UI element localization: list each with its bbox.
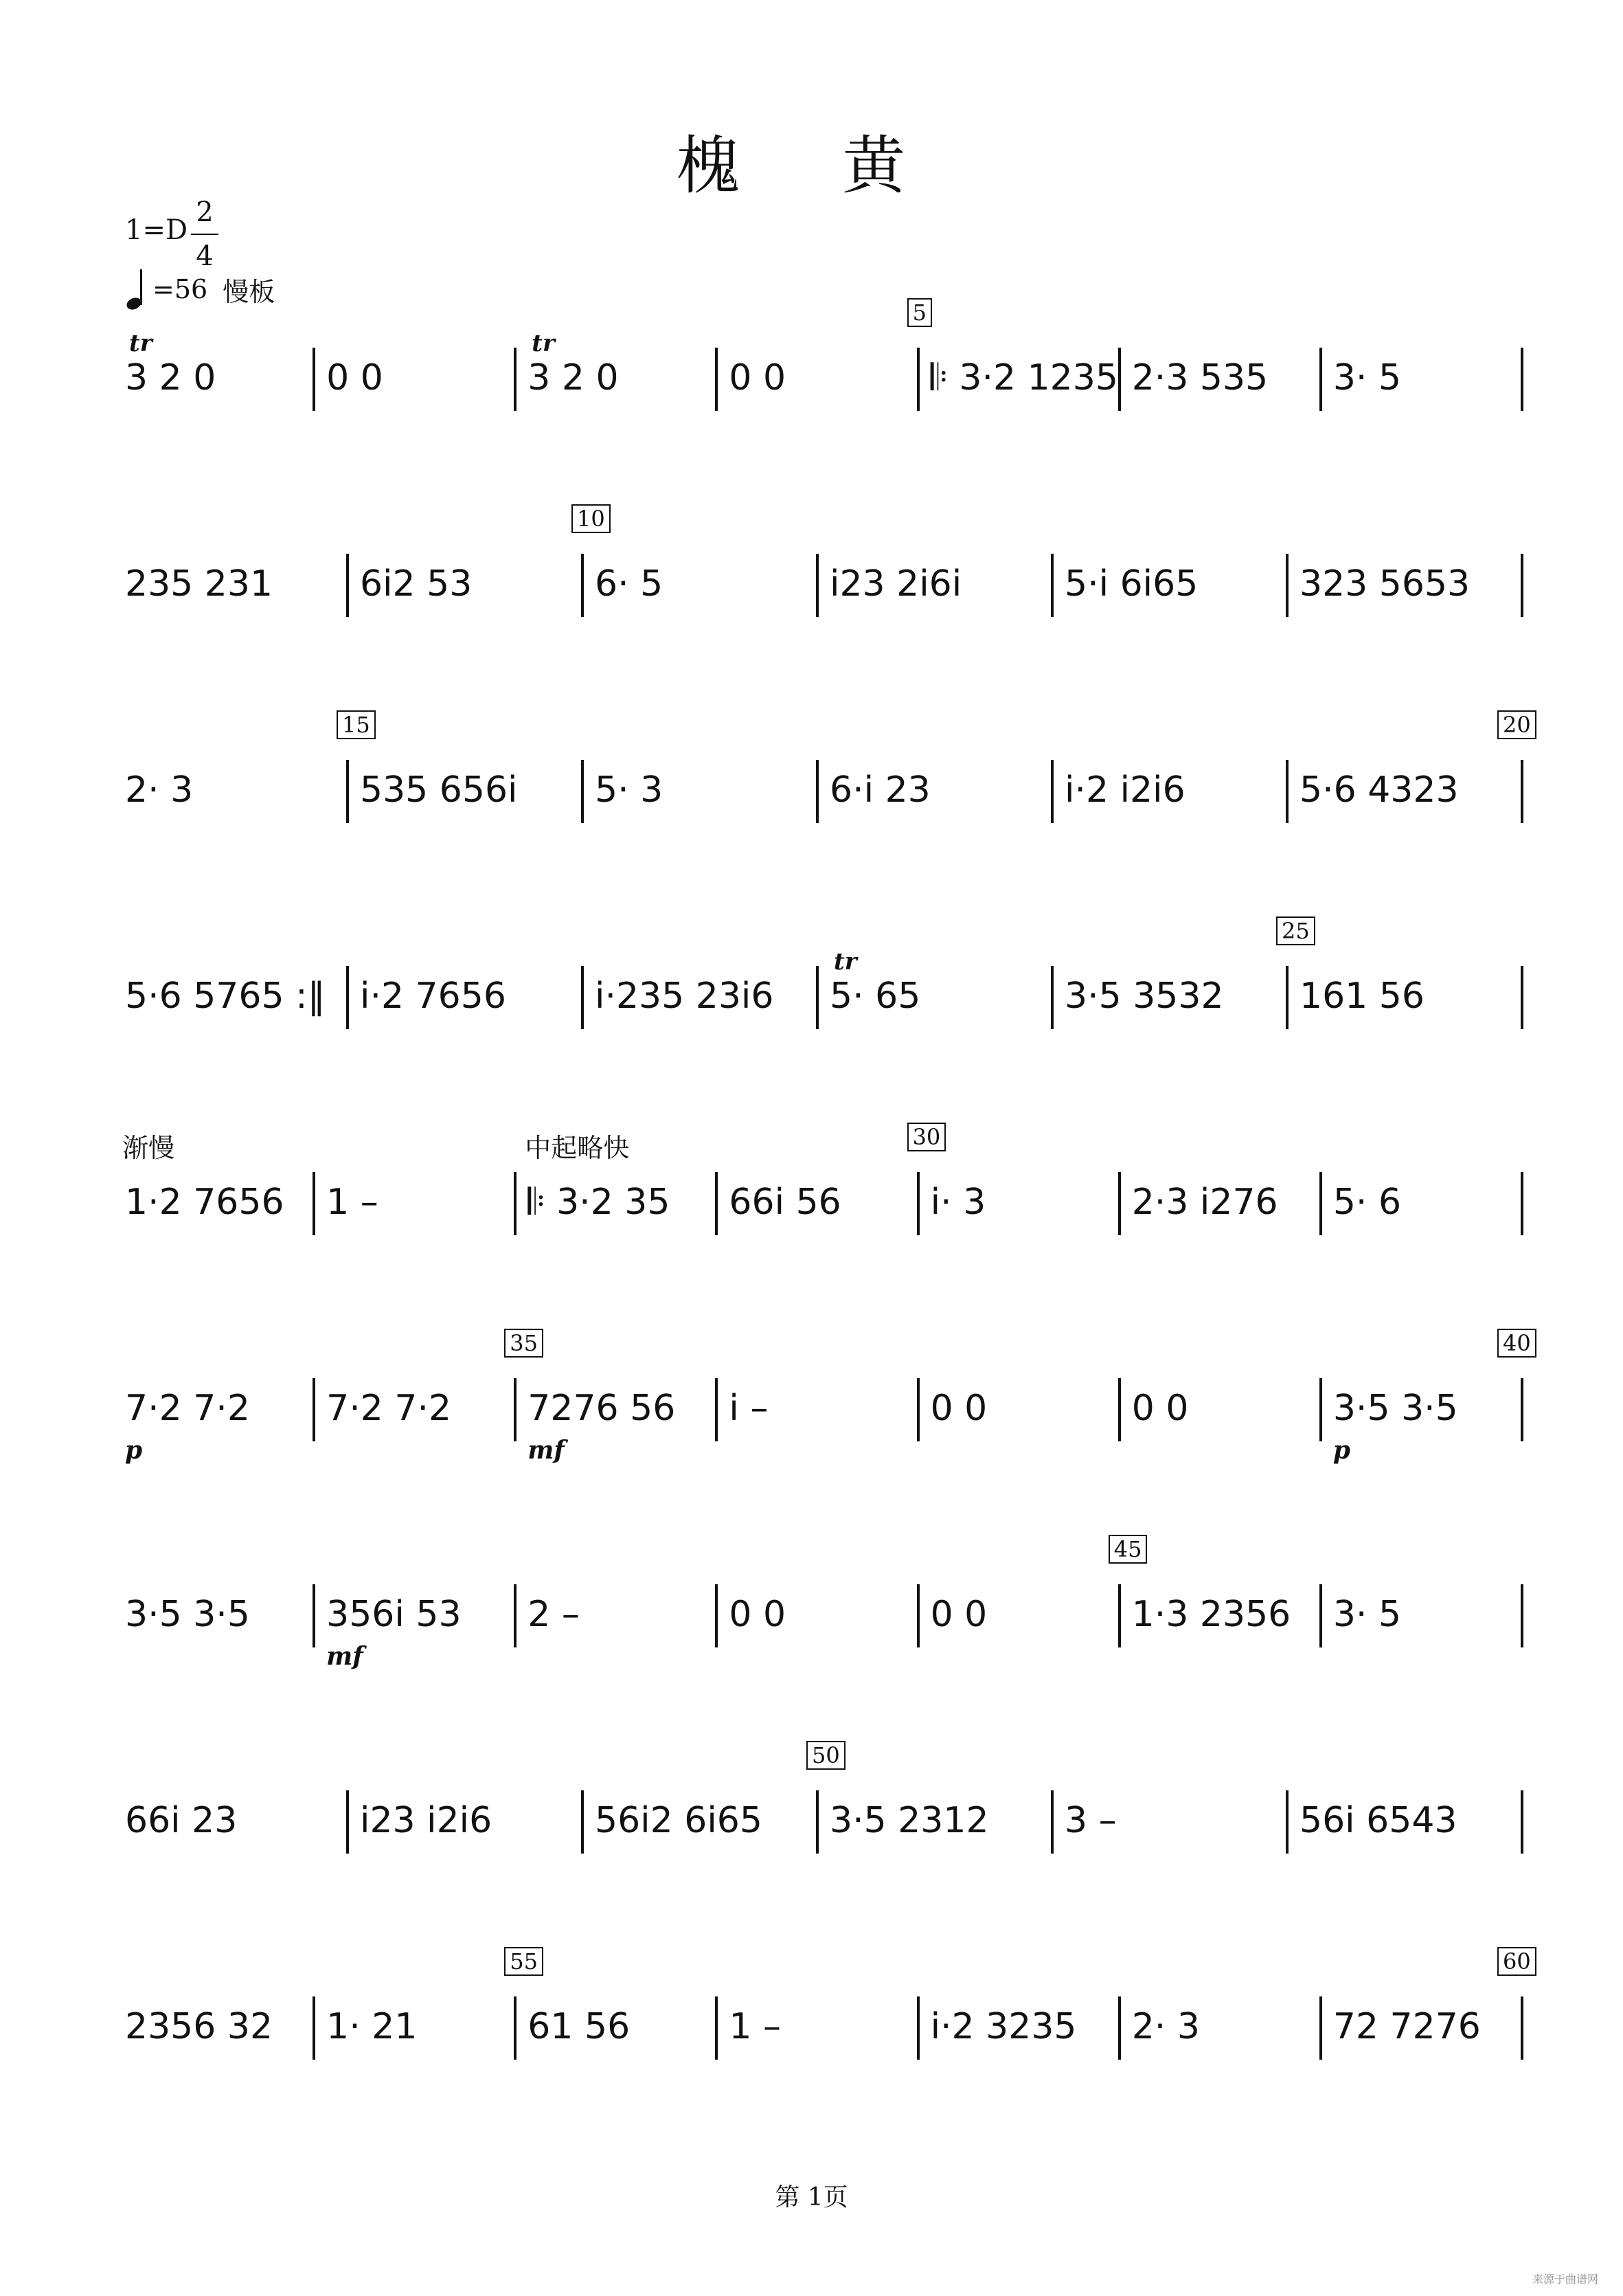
measure: 2356 32	[125, 2006, 273, 2047]
measure: 3·5 2312	[830, 1800, 989, 1841]
measure: 1· 21	[326, 2006, 418, 2047]
measure: 72 7276	[1332, 2006, 1481, 2047]
score-system	[0, 300, 1623, 453]
measure: 3·5 3532	[1065, 976, 1224, 1017]
measure: 6i2 53	[360, 563, 473, 605]
measure: 1·3 2356	[1131, 1594, 1291, 1635]
dynamic-mark: mf	[527, 1436, 565, 1465]
measure: 𝄆 3·2 1235	[930, 357, 1118, 398]
score-system	[0, 1536, 1623, 1690]
barline	[313, 1584, 315, 1647]
barline	[313, 1172, 315, 1235]
score-system	[0, 1948, 1623, 2102]
measure: 0 0	[729, 357, 786, 398]
measure: 1 –	[729, 2006, 782, 2047]
barline	[1521, 348, 1523, 411]
time-signature-bottom: 4	[196, 240, 214, 272]
barline	[816, 760, 819, 823]
barline	[346, 554, 349, 617]
barline	[816, 966, 819, 1029]
quarter-note-icon	[125, 269, 152, 309]
measure-number: 35	[504, 1329, 543, 1358]
measure: 𝄆 3·2 35	[527, 1182, 670, 1223]
barline	[816, 1790, 819, 1854]
barline	[816, 554, 819, 617]
barline	[1051, 1790, 1054, 1854]
measure: 235 231	[125, 563, 273, 605]
measure: i·2 3235	[930, 2006, 1077, 2047]
measure: 7·2 7·2	[125, 1388, 250, 1429]
barline	[313, 1996, 315, 2060]
measure: 66i 56	[729, 1182, 841, 1223]
measure-number: 50	[806, 1741, 845, 1770]
measure: i· 3	[930, 1182, 986, 1223]
measure: 3 –	[1065, 1800, 1117, 1841]
measure-number: 40	[1497, 1329, 1536, 1358]
barline	[1521, 1790, 1523, 1854]
measure: i23 i2i6	[360, 1800, 492, 1841]
barline	[514, 1172, 517, 1235]
barline	[1051, 554, 1054, 617]
tempo-bpm: =56	[152, 274, 208, 304]
barline	[1521, 1172, 1523, 1235]
measure: 66i 23	[125, 1800, 238, 1841]
barline	[1521, 1996, 1523, 2060]
barline	[1521, 760, 1523, 823]
measure: 3 2 0	[527, 357, 619, 398]
barline	[1521, 1584, 1523, 1647]
barline	[917, 1996, 920, 2060]
measure-number: 15	[337, 710, 376, 739]
barline	[581, 1790, 584, 1854]
measure: i·235 23i6	[595, 976, 774, 1017]
barline	[917, 1172, 920, 1235]
barline	[1319, 1172, 1322, 1235]
tempo-marking	[125, 269, 275, 309]
measure: 3·5 3·5	[1332, 1388, 1458, 1429]
barline	[581, 966, 584, 1029]
barline	[917, 1584, 920, 1647]
key-signature: 1=D	[125, 214, 188, 246]
barline	[581, 760, 584, 823]
measure: 6·i 23	[830, 769, 931, 811]
barline	[1118, 1996, 1121, 2060]
barline	[917, 1378, 920, 1441]
measure: 323 5653	[1299, 563, 1471, 605]
measure-number: 60	[1497, 1947, 1536, 1976]
dynamic-mark: p	[1332, 1436, 1351, 1465]
expression-mark: 渐慢	[122, 1133, 175, 1163]
barline	[514, 348, 517, 411]
barline	[514, 1996, 517, 2060]
measure: 0 0	[930, 1388, 988, 1429]
measure: i –	[729, 1388, 769, 1429]
measure: i23 2i6i	[830, 563, 962, 605]
barline	[514, 1378, 517, 1441]
measure: 2·3 535	[1131, 357, 1269, 398]
barline	[715, 348, 718, 411]
measure: 3 2 0	[125, 357, 216, 398]
score-system	[0, 712, 1623, 866]
trill-mark: tr	[532, 330, 555, 357]
measure: 5·6 4323	[1299, 769, 1459, 811]
measure: 5·i 6i65	[1065, 563, 1199, 605]
barline	[1521, 966, 1523, 1029]
barline	[1521, 1378, 1523, 1441]
barline	[346, 1790, 349, 1854]
time-signature-divider	[191, 234, 218, 235]
watermark: 来源于曲谱网	[1532, 2273, 1598, 2286]
barline	[1319, 348, 1322, 411]
score-system	[0, 1330, 1623, 1484]
measure: 7276 56	[527, 1388, 676, 1429]
barline	[715, 1996, 718, 2060]
barline	[715, 1172, 718, 1235]
barline	[1319, 1996, 1322, 2060]
measure: 56i2 6i65	[595, 1800, 762, 1841]
tempo-term: 慢板	[223, 276, 275, 307]
measure-number: 30	[907, 1123, 946, 1151]
barline	[1319, 1584, 1322, 1647]
measure: 61 56	[527, 2006, 631, 2047]
barline	[1051, 966, 1054, 1029]
time-signature-top: 2	[196, 196, 214, 228]
barline	[715, 1584, 718, 1647]
barline	[346, 760, 349, 823]
measure: 356i 53	[326, 1594, 462, 1635]
barline	[581, 554, 584, 617]
score-title: 槐 黄	[676, 129, 947, 203]
measure: 0 0	[1131, 1388, 1189, 1429]
barline	[1118, 1584, 1121, 1647]
measure-number: 5	[907, 298, 932, 327]
barline	[313, 348, 315, 411]
barline	[1118, 1378, 1121, 1441]
measure-number: 10	[571, 504, 611, 533]
barline	[1051, 760, 1054, 823]
expression-mark: 中起略快	[525, 1133, 630, 1163]
measure: 5· 6	[1332, 1182, 1402, 1223]
measure: 5·6 5765 :‖	[125, 976, 326, 1017]
score-system	[0, 1742, 1623, 1896]
score-system	[0, 918, 1623, 1072]
measure: 2· 3	[125, 769, 194, 811]
measure: 2 –	[527, 1594, 580, 1635]
measure: 56i 6543	[1299, 1800, 1457, 1841]
dynamic-mark: p	[125, 1436, 143, 1465]
measure: 3· 5	[1332, 1594, 1402, 1635]
barline	[313, 1378, 315, 1441]
measure-number: 45	[1109, 1535, 1148, 1564]
barline	[1286, 1790, 1289, 1854]
barline	[917, 348, 920, 411]
barline	[514, 1584, 517, 1647]
barline	[1286, 760, 1289, 823]
barline	[1521, 554, 1523, 617]
measure: 535 656i	[360, 769, 518, 811]
score-system	[0, 506, 1623, 660]
measure: 0 0	[729, 1594, 786, 1635]
measure: 5· 65	[830, 976, 921, 1017]
measure: i·2 7656	[360, 976, 506, 1017]
barline	[1286, 966, 1289, 1029]
measure-number: 55	[504, 1947, 543, 1976]
measure: 2·3 i276	[1131, 1182, 1278, 1223]
time-signature	[191, 191, 218, 278]
measure: 5· 3	[595, 769, 663, 811]
measure: 6· 5	[595, 563, 663, 605]
measure: i·2 i2i6	[1065, 769, 1185, 811]
measure: 3· 5	[1332, 357, 1402, 398]
measure: 0 0	[326, 357, 383, 398]
barline	[1286, 554, 1289, 617]
measure: 2· 3	[1131, 2006, 1200, 2047]
barline	[1118, 348, 1121, 411]
trill-mark: tr	[834, 948, 857, 976]
barline	[1118, 1172, 1121, 1235]
measure: 0 0	[930, 1594, 988, 1635]
dynamic-mark: mf	[326, 1642, 363, 1671]
barline	[715, 1378, 718, 1441]
trill-mark: tr	[129, 330, 152, 357]
measure: 3·5 3·5	[125, 1594, 250, 1635]
measure-number: 25	[1276, 916, 1315, 945]
measure: 161 56	[1299, 976, 1425, 1017]
barline	[1319, 1378, 1322, 1441]
measure: 1 –	[326, 1182, 378, 1223]
barline	[346, 966, 349, 1029]
measure-number: 20	[1497, 710, 1536, 739]
measure: 1·2 7656	[125, 1182, 284, 1223]
score-system	[0, 1124, 1623, 1278]
measure: 7·2 7·2	[326, 1388, 452, 1429]
page-number: 第 1页	[775, 2183, 848, 2211]
